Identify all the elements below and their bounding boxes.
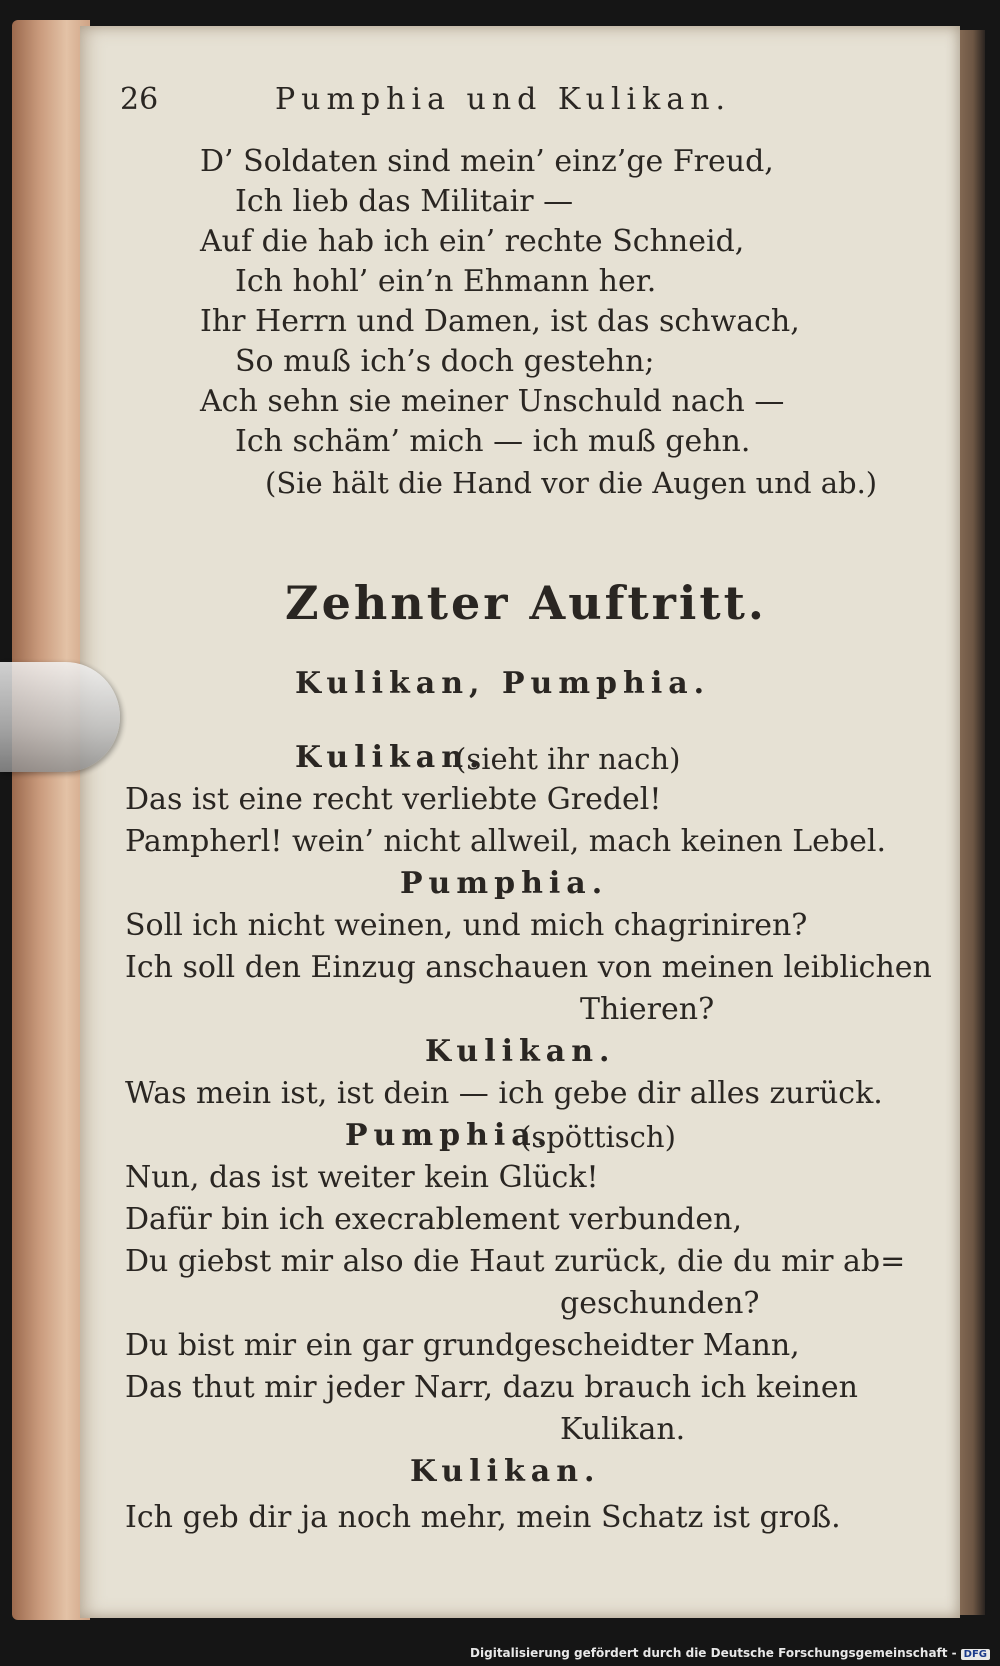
- speaker-name: Kulikan.: [425, 1034, 616, 1069]
- page-clip: [0, 662, 120, 772]
- character-list: Kulikan, Pumphia.: [295, 666, 711, 701]
- verse-line: Auf die hab ich ein’ rechte Schneid,: [200, 224, 745, 259]
- book-edge-left: [12, 20, 90, 1620]
- digitization-credit: [470, 1646, 990, 1660]
- dialogue-line: Du bist mir ein gar grundgescheidter Mann,: [125, 1328, 800, 1363]
- dialogue-line: Kulikan.: [560, 1412, 686, 1447]
- dialogue-line: Pampherl! wein’ nicht allweil, mach keinen Lebel.: [125, 824, 887, 859]
- dialogue-line: geschunden?: [560, 1286, 760, 1321]
- running-header: Pumphia und Kulikan.: [275, 82, 732, 117]
- dialogue-line: Das thut mir jeder Narr, dazu brauch ich keinen: [125, 1370, 858, 1405]
- speaker-note: (sieht ihr nach): [455, 742, 681, 776]
- page-number: 26: [120, 82, 159, 117]
- speaker-name: Kulikan.: [295, 740, 486, 775]
- dfg-logo: DFG: [961, 1649, 990, 1660]
- verse-line: Ach sehn sie meiner Unschuld nach —: [200, 384, 785, 419]
- speaker-name: Pumphia.: [345, 1118, 554, 1153]
- verse-line: So muß ich’s doch gestehn;: [235, 344, 655, 379]
- dialogue-line: Das ist eine recht verliebte Gredel!: [125, 782, 662, 817]
- speaker-name: Pumphia.: [400, 866, 609, 901]
- stage-direction: (Sie hält die Hand vor die Augen und ab.): [265, 466, 878, 500]
- dialogue-line: Dafür bin ich execrablement verbunden,: [125, 1202, 742, 1237]
- dialogue-line: Ich soll den Einzug anschauen von meinen leiblichen: [125, 950, 932, 985]
- verse-line: Ich lieb das Militair —: [235, 184, 574, 219]
- dialogue-line: Thieren?: [580, 992, 715, 1027]
- dialogue-line: Nun, das ist weiter kein Glück!: [125, 1160, 599, 1195]
- dialogue-line: Du giebst mir also die Haut zurück, die du mir ab=: [125, 1244, 906, 1279]
- verse-line: Ich hohl’ ein’n Ehmann her.: [235, 264, 657, 299]
- book-page: [80, 26, 960, 1618]
- dialogue-line: Ich geb dir ja noch mehr, mein Schatz ist groß.: [125, 1500, 841, 1535]
- dialogue-line: Soll ich nicht weinen, und mich chagriniren?: [125, 908, 808, 943]
- verse-line: D’ Soldaten sind mein’ einz’ge Freud,: [200, 144, 774, 179]
- dialogue-line: Was mein ist, ist dein — ich gebe dir alles zurück.: [125, 1076, 883, 1111]
- speaker-note: (spöttisch): [520, 1120, 676, 1154]
- scene-title: Zehnter Auftritt.: [285, 576, 767, 630]
- credit-text: Digitalisierung gefördert durch die Deutsche Forschungsgemeinschaft -: [470, 1646, 957, 1660]
- verse-line: Ich schäm’ mich — ich muß gehn.: [235, 424, 751, 459]
- speaker-name: Kulikan.: [410, 1454, 601, 1489]
- verse-line: Ihr Herrn und Damen, ist das schwach,: [200, 304, 800, 339]
